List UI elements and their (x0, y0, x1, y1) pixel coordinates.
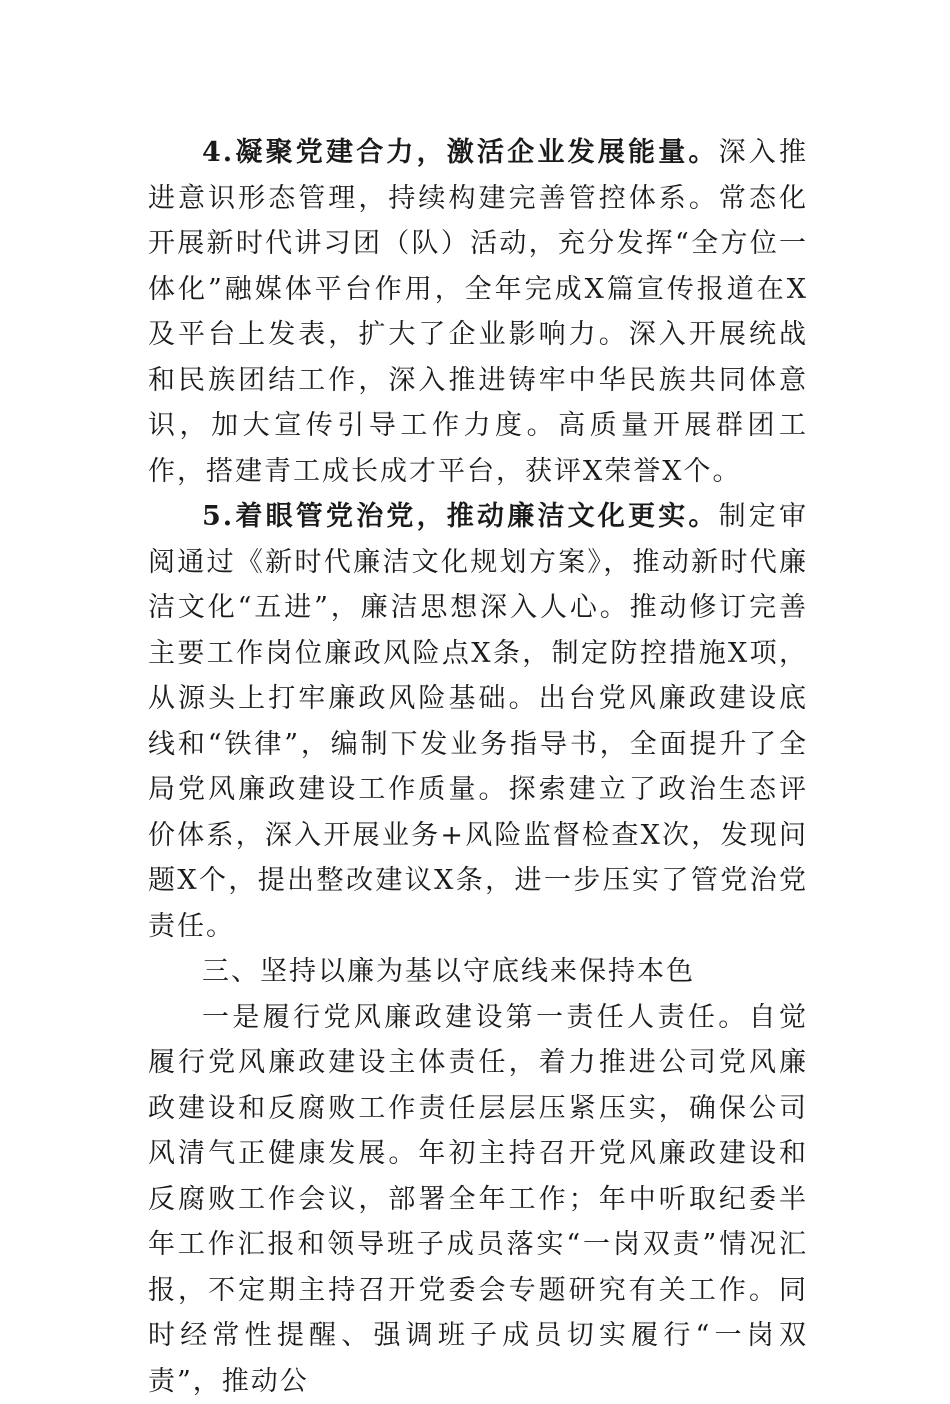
paragraph-5 (148, 494, 808, 949)
section-paragraph: 一是履行党风廉政建设第一责任人责任。自觉履行党风廉政建设主体责任，着力推进公司党风廉政建设和反腐败工作责任层层压紧压实，确保公司风清气正健康发展。年初主持召开党风廉政建设和反腐败工作会议，部署全年工作；年中听取纪委半年工作汇报和领导班子成员落实“一岗双责”情况汇报，不定期主持召开党委会专题研究有关工作。同时经常性提醒、强调班子成员切实履行“一岗双责”，推动公 (148, 995, 808, 1404)
paragraph-4-heading: 4.凝聚党建合力，激活企业发展能量。 (202, 137, 719, 168)
paragraph-4 (148, 130, 808, 494)
paragraph-5-text: 制定审阅通过《新时代廉洁文化规划方案》，推动新时代廉洁文化“五进”，廉洁思想深入人心。推动修订完善主要工作岗位廉政风险点X条，制定防控措施X项，从源头上打牢廉政风险基础。出台党风廉政建设底线和“铁律”，编制下发业务指导书，全面提升了全局党风廉政建设工作质量。探索建立了政治生态评价体系，深入开展业务+风险监督检查X次，发现问题X个，提出整改建议X条，进一步压实了管党治党责任。 (148, 501, 808, 942)
paragraph-4-text: 深入推进意识形态管理，持续构建完善管控体系。常态化开展新时代讲习团（队）活动，充分发挥“全方位一体化”融媒体平台作用，全年完成X篇宣传报道在X及平台上发表，扩大了企业影响力。深入开展统战和民族团结工作，深入推进铸牢中华民族共同体意识，加大宣传引导工作力度。高质量开展群团工作，搭建青工成长成才平台，获评X荣誉X个。 (148, 137, 808, 487)
document-body (148, 130, 808, 1404)
section-heading: 三、坚持以廉为基以守底线来保持本色 (148, 949, 808, 995)
paragraph-5-heading: 5.着眼管党治党，推动廉洁文化更实。 (202, 501, 719, 532)
